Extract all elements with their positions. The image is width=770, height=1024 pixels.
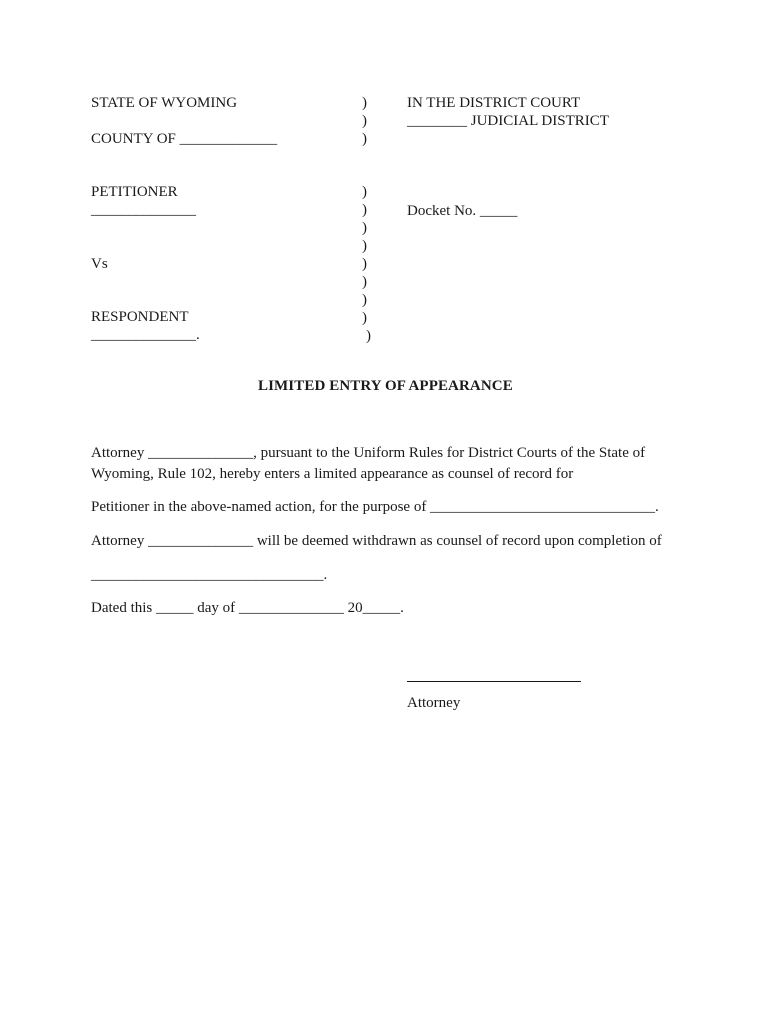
body-paragraph-line: Attorney ______________, pursuant to the Uniform Rules for District Courts of the State of bbox=[91, 445, 646, 461]
caption-paren: ) bbox=[362, 292, 367, 308]
caption-paren: ) bbox=[362, 202, 367, 218]
caption-paren: ) bbox=[366, 328, 371, 344]
caption-paren: ) bbox=[362, 220, 367, 236]
caption-paren: ) bbox=[362, 310, 367, 326]
signature-label: Attorney bbox=[407, 695, 461, 711]
body-paragraph-line: Wyoming, Rule 102, hereby enters a limited appearance as counsel of record for bbox=[91, 466, 574, 482]
caption-paren: ) bbox=[362, 131, 367, 147]
caption-paren: ) bbox=[362, 113, 367, 129]
caption-paren: ) bbox=[362, 256, 367, 272]
caption-paren: ) bbox=[362, 238, 367, 254]
versus-label: Vs bbox=[91, 256, 108, 272]
state-label: STATE OF WYOMING bbox=[91, 95, 238, 111]
county-line: COUNTY OF _____________ bbox=[91, 131, 278, 147]
completion-blank: _______________________________. bbox=[91, 567, 328, 583]
judicial-district: ________ JUDICIAL DISTRICT bbox=[407, 113, 609, 129]
document-title: LIMITED ENTRY OF APPEARANCE bbox=[258, 378, 513, 394]
caption-paren: ) bbox=[362, 95, 367, 111]
dated-line: Dated this _____ day of ______________ 20_____. bbox=[91, 600, 404, 616]
court-name: IN THE DISTRICT COURT bbox=[407, 95, 581, 111]
caption-paren: ) bbox=[362, 184, 367, 200]
petitioner-blank: ______________ bbox=[91, 202, 196, 218]
respondent-blank: ______________. bbox=[91, 327, 200, 343]
caption-paren: ) bbox=[362, 274, 367, 290]
petitioner-label: PETITIONER bbox=[91, 184, 178, 200]
withdrawal-line: Attorney ______________ will be deemed withdrawn as counsel of record upon completion of bbox=[91, 533, 662, 549]
signature-line bbox=[407, 681, 581, 682]
docket-number: Docket No. _____ bbox=[407, 203, 518, 219]
purpose-line: Petitioner in the above-named action, for the purpose of ______________________________. bbox=[91, 499, 659, 515]
respondent-label: RESPONDENT bbox=[91, 309, 189, 325]
